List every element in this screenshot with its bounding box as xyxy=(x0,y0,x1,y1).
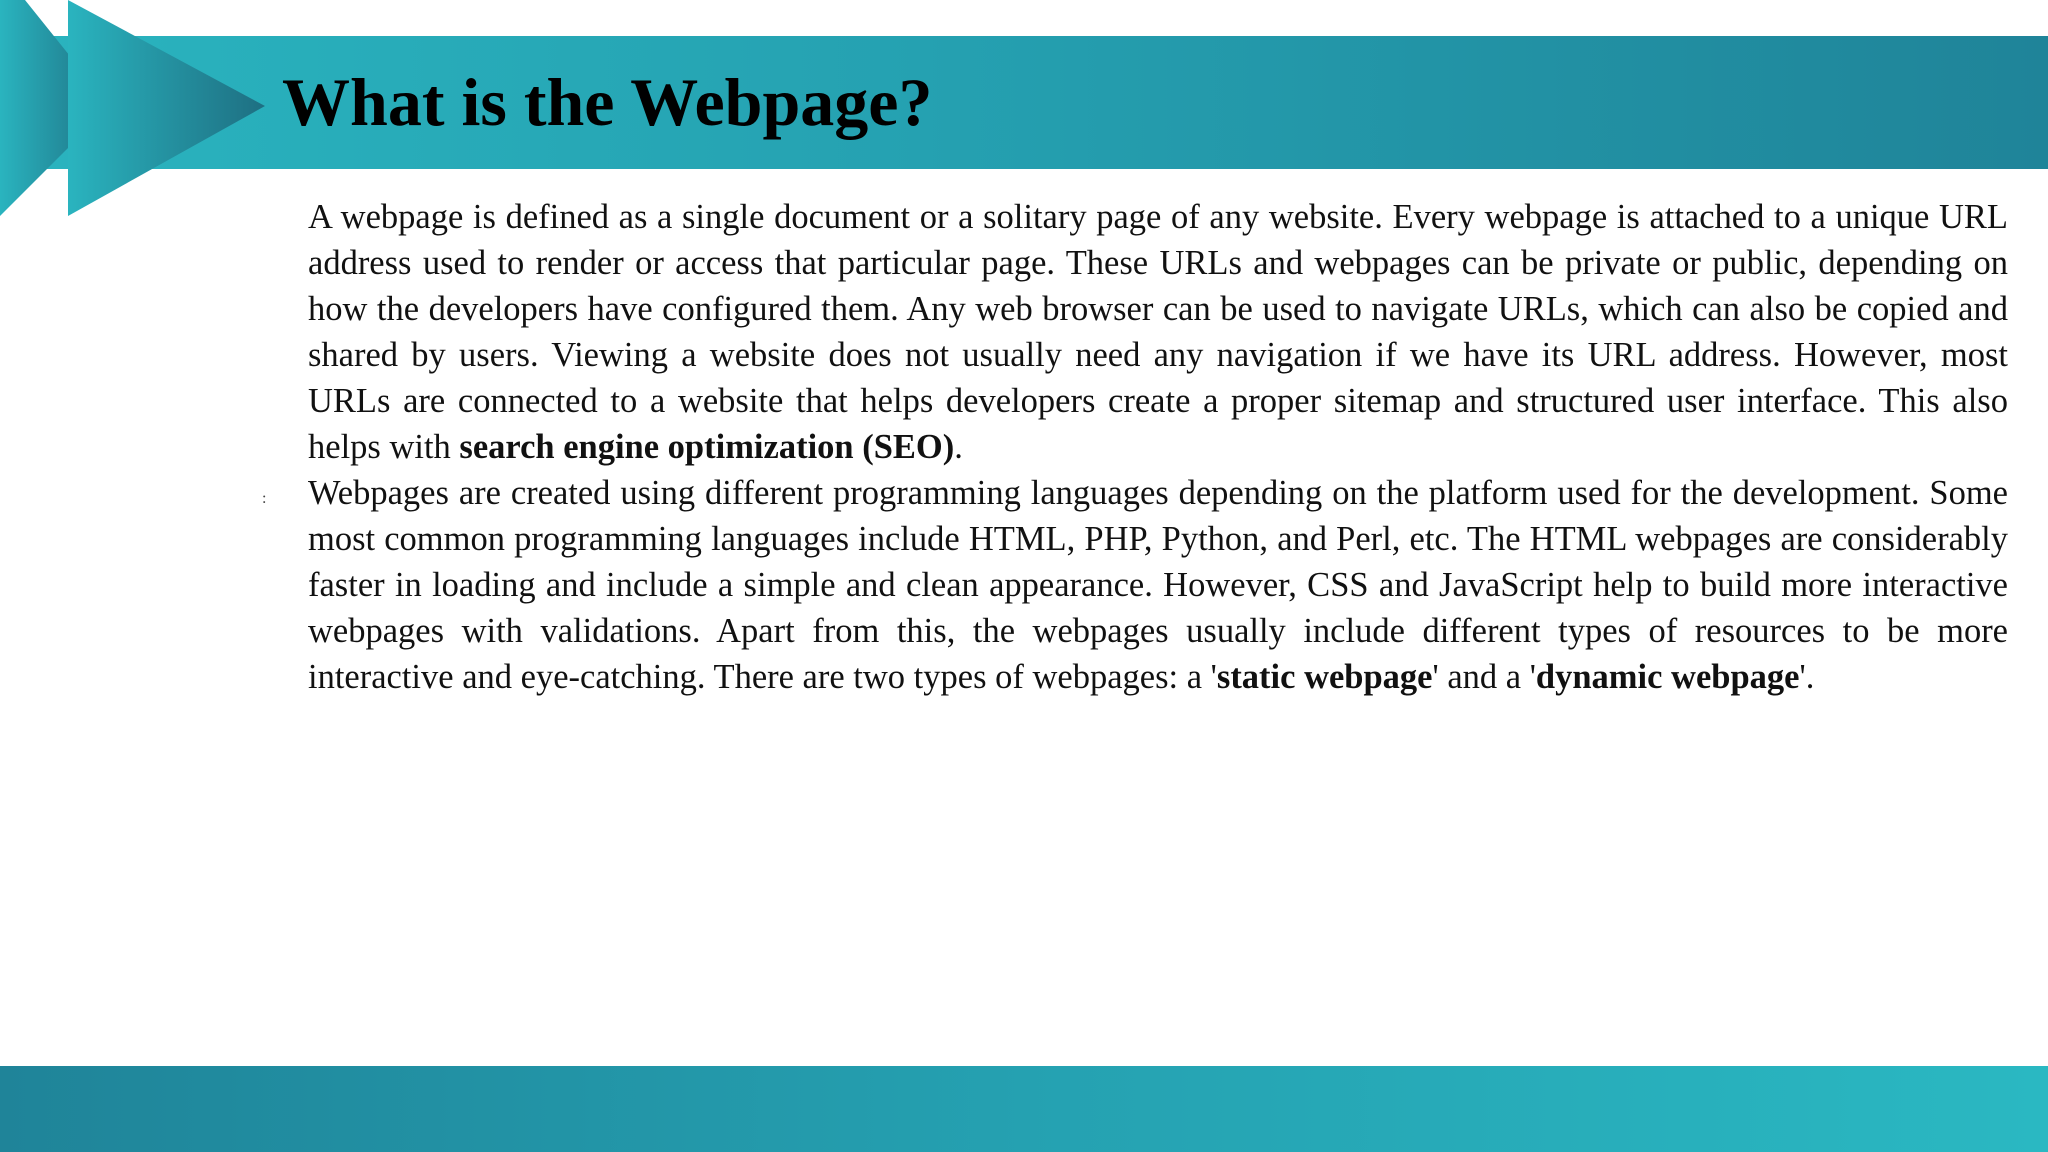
seo-term: search engine optimization (SEO) xyxy=(459,428,955,466)
bullet-marker: : xyxy=(262,490,267,507)
dynamic-webpage-term: dynamic webpage xyxy=(1535,658,1800,696)
paragraph-1-end: . xyxy=(954,428,963,466)
paragraph-2-text: Webpages are created using different programming languages depending on the platform used for the development. Some most common programming languages include HTML, PHP, Python, and Perl, etc. The HTML webpages are considerably faster in loading and include a simple and clean appearance. However, CSS and JavaScript help to build more interactive webpages with validations. Apart from this, the webpages usually include different types of resources to be more interactive and eye-catching. There are two types of webpages: a ' xyxy=(308,474,2008,696)
paragraph-2-middle: ' and a ' xyxy=(1432,658,1536,696)
paragraph-1-text: A webpage is defined as a single document or a solitary page of any website. Every webpage is attached to a unique URL address used to render or access that particular page. These URLs and webpages can be private or public, depending on how the developers have configured them. Any web browser can be used to navigate URLs, which can also be copied and shared by users. Viewing a website does not usually need any navigation if we have its URL address. However, most URLs are connected to a website that helps developers create a proper sitemap and structured user interface. This also helps with xyxy=(308,198,2008,466)
paragraph-webpage-definition xyxy=(308,194,2008,470)
front-arrow-shape xyxy=(68,0,265,216)
body-content xyxy=(308,194,2008,700)
footer-band xyxy=(0,1066,2048,1152)
slide-title: What is the Webpage? xyxy=(282,64,933,140)
arrow-chevron-icon xyxy=(0,0,270,220)
static-webpage-term: static webpage xyxy=(1216,658,1433,696)
paragraph-2-end: '. xyxy=(1799,658,1815,696)
paragraph-webpage-creation xyxy=(308,470,2008,700)
